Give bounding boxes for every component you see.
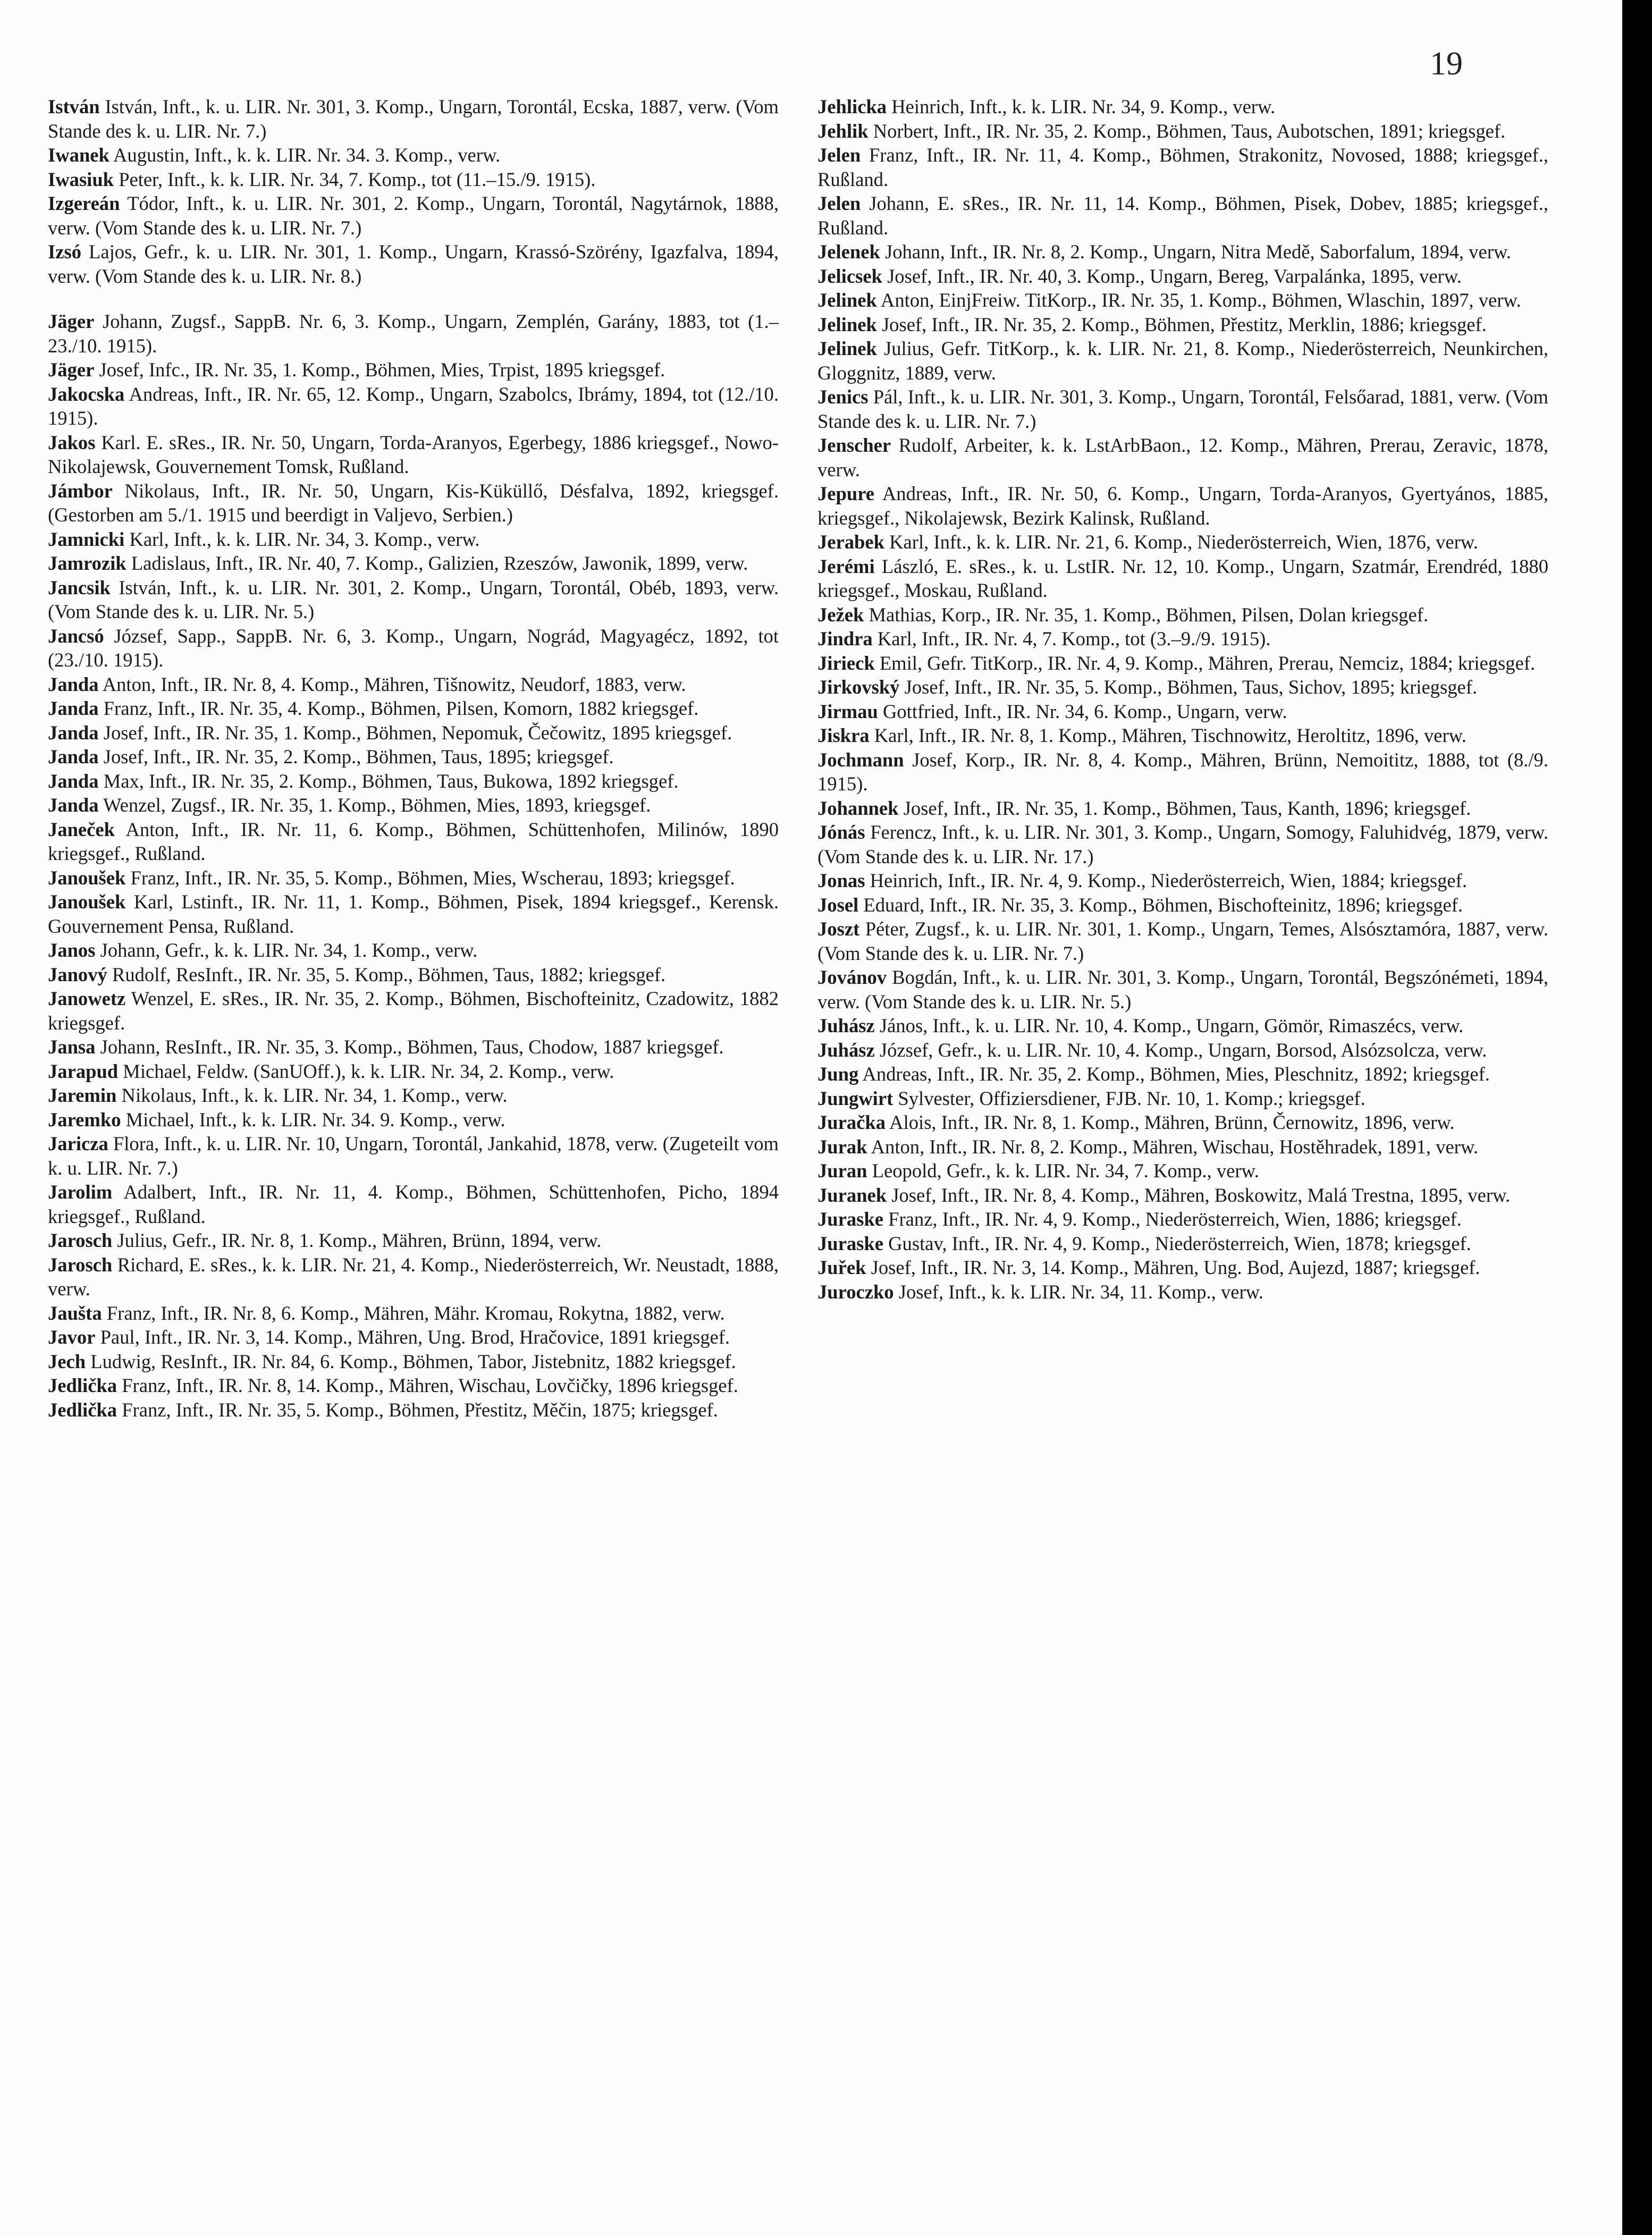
casualty-entry	[817, 1062, 1548, 1086]
entry-details: Josef, Inft., IR. Nr. 35, 1. Komp., Böhmen, Taus, Kanth, 1896; kriegsgef.	[903, 797, 1471, 819]
casualty-entry	[48, 431, 779, 479]
casualty-entry	[817, 1135, 1548, 1159]
casualty-entry	[817, 603, 1548, 627]
casualty-entry	[48, 551, 779, 576]
entry-surname: Janda	[48, 746, 99, 768]
entry-details: Sylvester, Offiziersdiener, FJB. Nr. 10, 1. Komp.; kriegsgef.	[898, 1087, 1366, 1109]
casualty-entry	[48, 1083, 779, 1108]
entry-surname: Jansa	[48, 1036, 96, 1058]
entry-details: István, Inft., k. u. LIR. Nr. 301, 2. Komp., Ungarn, Torontál, Obéb, 1893, verw. (Vom Stande des k. u. LIR. Nr. 5.)	[48, 576, 779, 622]
casualty-entry	[48, 1398, 779, 1422]
entry-surname: Jarosch	[48, 1253, 113, 1276]
entry-surname: Jelenek	[817, 241, 880, 263]
entry-details: Augustin, Inft., k. k. LIR. Nr. 34. 3. Komp., verw.	[113, 144, 501, 166]
entry-surname: Janoušek	[48, 866, 126, 889]
entry-details: Andreas, Inft., IR. Nr. 65, 12. Komp., Ungarn, Szabolcs, Ibrámy, 1894, tot (12./10. 1915).	[48, 383, 779, 429]
casualty-entry	[48, 769, 779, 794]
casualty-entry	[48, 240, 779, 288]
entry-details: János, Inft., k. u. LIR. Nr. 10, 4. Komp., Ungarn, Gömör, Rimaszécs, verw.	[879, 1015, 1464, 1036]
casualty-entry	[48, 1228, 779, 1253]
entry-details: Michael, Feldw. (SanUOff.), k. k. LIR. Nr. 34, 2. Komp., verw.	[123, 1060, 614, 1082]
casualty-entry	[817, 1232, 1548, 1256]
entry-surname: Jerabek	[817, 531, 884, 553]
entry-details: Julius, Gefr. TitKorp., k. k. LIR. Nr. 21, 8. Komp., Niederösterreich, Neunkirchen, Gloggnitz, 1889, verw.	[817, 338, 1548, 384]
entry-surname: Juhász	[817, 1015, 875, 1036]
entry-surname: Josel	[817, 893, 859, 916]
entry-details: Johann, ResInft., IR. Nr. 35, 3. Komp., Böhmen, Taus, Chodow, 1887 kriegsgef.	[100, 1036, 724, 1058]
casualty-entry	[48, 191, 779, 240]
casualty-entry	[817, 119, 1548, 144]
casualty-entry	[817, 1280, 1548, 1304]
entry-surname: Jäger	[48, 310, 95, 332]
casualty-entry	[48, 817, 779, 866]
casualty-entry	[48, 1325, 779, 1350]
entry-details: Josef, Inft., IR. Nr. 35, 1. Komp., Böhmen, Nepomuk, Čečowitz, 1895 kriegsgef.	[103, 721, 732, 744]
casualty-entry	[817, 336, 1548, 385]
entry-surname: Jirmau	[817, 700, 878, 722]
casualty-entry	[817, 385, 1548, 433]
casualty-entry	[48, 890, 779, 938]
entry-surname: Ježek	[817, 603, 864, 626]
entry-details: Gottfried, Inft., IR. Nr. 34, 6. Komp., Ungarn, verw.	[882, 700, 1287, 722]
entry-surname: Jancsik	[48, 576, 111, 598]
entry-details: Josef, Inft., k. k. LIR. Nr. 34, 11. Komp., verw.	[898, 1280, 1263, 1303]
entry-surname: Jelinek	[817, 338, 877, 359]
entry-details: József, Gefr., k. u. LIR. Nr. 10, 4. Komp., Ungarn, Borsod, Alsózsolcza, verw.	[879, 1039, 1487, 1061]
entry-surname: Janda	[48, 697, 99, 719]
entry-surname: Juřek	[817, 1256, 866, 1278]
entry-details: Wenzel, Zugsf., IR. Nr. 35, 1. Komp., Böhmen, Mies, 1893, kriegsgef.	[103, 794, 651, 816]
casualty-entry	[817, 699, 1548, 724]
entry-surname: Jelen	[817, 144, 861, 166]
entry-details: Max, Inft., IR. Nr. 35, 2. Komp., Böhmen, Taus, Bukowa, 1892 kriegsgef.	[103, 770, 679, 792]
casualty-entry	[48, 167, 779, 192]
entry-details: Gustav, Inft., IR. Nr. 4, 9. Komp., Niederösterreich, Wien, 1878; kriegsgef.	[888, 1232, 1471, 1254]
entry-surname: Jakos	[48, 431, 96, 453]
entry-details: Franz, Inft., IR. Nr. 11, 4. Komp., Böhmen, Strakonitz, Novosed, 1888; kriegsgef., Rußland.	[817, 144, 1548, 190]
entry-details: Franz, Inft., IR. Nr. 8, 6. Komp., Mähren, Mähr. Kromau, Rokytna, 1882, verw.	[106, 1302, 725, 1324]
entry-details: Anton, Inft., IR. Nr. 11, 6. Komp., Böhmen, Schüttenhofen, Milinów, 1890 kriegsgef., Rußland.	[48, 818, 779, 864]
casualty-entry	[817, 264, 1548, 289]
page-number: 19	[1430, 46, 1463, 82]
entry-surname: Juhász	[817, 1039, 875, 1061]
casualty-entry	[48, 866, 779, 890]
entry-surname: Jamnicki	[48, 528, 125, 550]
entry-details: Anton, Inft., IR. Nr. 8, 4. Komp., Mähren, Tišnowitz, Neudorf, 1883, verw.	[102, 673, 686, 695]
entry-details: Tódor, Inft., k. u. LIR. Nr. 301, 2. Komp., Ungarn, Torontál, Nagytárnok, 1888, verw. (Vom Stande des k. u. LIR. Nr. 7.)	[48, 192, 779, 239]
entry-surname: Jelinek	[817, 313, 877, 335]
casualty-entry	[48, 938, 779, 963]
entry-details: Wenzel, E. sRes., IR. Nr. 35, 2. Komp., Böhmen, Bischofteinitz, Czadowitz, 1882 kriegsgef.	[48, 988, 779, 1034]
entry-details: Flora, Inft., k. u. LIR. Nr. 10, Ungarn, Torontál, Jankahid, 1878, verw. (Zugeteilt vom k. u. LIR. Nr. 7.)	[48, 1133, 779, 1179]
entry-details: Heinrich, Inft., k. k. LIR. Nr. 34, 9. Komp., verw.	[891, 96, 1276, 117]
casualty-entry	[48, 1059, 779, 1084]
entry-surname: Jerémi	[817, 555, 875, 577]
entry-details: Karl, Lstinft., IR. Nr. 11, 1. Komp., Böhmen, Pisek, 1894 kriegsgef., Kerensk. Gouvernement Pensa, Rußland.	[48, 891, 779, 937]
casualty-entry	[817, 240, 1548, 264]
entry-surname: Jelinek	[817, 289, 877, 311]
entry-surname: Jech	[48, 1350, 86, 1372]
entry-surname: Janda	[48, 721, 99, 744]
entry-surname: Juranek	[817, 1184, 887, 1206]
entry-surname: Janowetz	[48, 988, 126, 1009]
entry-surname: Jaremin	[48, 1084, 117, 1106]
entry-details: Emil, Gefr. TitKorp., IR. Nr. 4, 9. Komp., Mähren, Prerau, Nemciz, 1884; kriegsgef.	[879, 652, 1536, 674]
casualty-entry	[48, 986, 779, 1035]
entry-details: Leopold, Gefr., k. k. LIR. Nr. 34, 7. Komp., verw.	[872, 1160, 1259, 1182]
casualty-entry	[817, 1207, 1548, 1232]
entry-surname: Jenics	[817, 386, 869, 408]
entry-details: Franz, Inft., IR. Nr. 35, 5. Komp., Böhmen, Přestitz, Měčin, 1875; kriegsgef.	[122, 1398, 718, 1421]
casualty-entry	[817, 796, 1548, 821]
entry-surname: Juraske	[817, 1232, 883, 1254]
casualty-entry	[817, 288, 1548, 313]
entry-details: Ladislaus, Inft., IR. Nr. 40, 7. Komp., Galizien, Rzeszów, Jawonik, 1899, verw.	[131, 552, 748, 574]
entry-surname: Joszt	[817, 918, 860, 940]
casualty-entry	[817, 1159, 1548, 1183]
entry-details: Franz, Inft., IR. Nr. 35, 4. Komp., Böhmen, Pilsen, Komorn, 1882 kriegsgef.	[103, 697, 699, 719]
entry-details: Andreas, Inft., IR. Nr. 50, 6. Komp., Ungarn, Torda-Aranyos, Gyertyános, 1885, kriegsgef., Nikolajewsk, Bezirk Kalinsk, Rußland.	[817, 483, 1548, 529]
entry-details: Peter, Inft., k. k. LIR. Nr. 34, 7. Komp., tot (11.–15./9. 1915).	[119, 168, 596, 190]
casualty-entry	[817, 651, 1548, 676]
entry-surname: Jindra	[817, 628, 873, 650]
entry-details: Alois, Inft., IR. Nr. 8, 1. Komp., Mähren, Brünn, Černowitz, 1896, verw.	[889, 1111, 1455, 1133]
entry-details: Johann, Zugsf., SappB. Nr. 6, 3. Komp., Ungarn, Zemplén, Garány, 1883, tot (1.–23./10. 1915).	[48, 310, 779, 357]
entry-surname: Jung	[817, 1063, 859, 1085]
entry-details: Josef, Korp., IR. Nr. 8, 4. Komp., Mähren, Brünn, Nemoititz, 1888, tot (8./9. 1915).	[817, 748, 1548, 795]
casualty-entry	[48, 1180, 779, 1228]
entry-surname: Jäger	[48, 359, 95, 381]
entry-surname: Jurak	[817, 1135, 867, 1158]
casualty-entry	[817, 530, 1548, 554]
entry-details: Lajos, Gefr., k. u. LIR. Nr. 301, 1. Komp., Ungarn, Krassó-Szörény, Igazfalva, 1894, verw. (Vom Stande des k. u. LIR. Nr. 8.)	[48, 241, 779, 287]
casualty-entry	[48, 1253, 779, 1301]
casualty-entry	[48, 963, 779, 987]
entry-details: Paul, Inft., IR. Nr. 3, 14. Komp., Mähren, Ung. Brod, Hračovice, 1891 kriegsgef.	[100, 1326, 730, 1348]
entry-surname: Juraske	[817, 1208, 883, 1230]
entry-details: Péter, Zugsf., k. u. LIR. Nr. 301, 1. Komp., Ungarn, Temes, Alsósztamóra, 1887, verw. (Vom Stande des k. u. LIR. Nr. 7.)	[817, 918, 1548, 964]
entry-details: Karl, Inft., IR. Nr. 4, 7. Komp., tot (3.–9./9. 1915).	[877, 628, 1271, 650]
casualty-entry	[48, 745, 779, 769]
entry-surname: Jónás	[817, 821, 865, 843]
entry-surname: Jakocska	[48, 383, 125, 405]
casualty-entry	[817, 482, 1548, 530]
casualty-entry	[48, 672, 779, 697]
entry-details: Karl, Inft., k. k. LIR. Nr. 34, 3. Komp., verw.	[129, 528, 480, 550]
entry-details: Karl, Inft., k. k. LIR. Nr. 21, 6. Komp., Niederösterreich, Wien, 1876, verw.	[889, 531, 1478, 553]
entry-surname: Jochmann	[817, 748, 904, 771]
entry-details: Adalbert, Inft., IR. Nr. 11, 4. Komp., Böhmen, Schüttenhofen, Picho, 1894 kriegsgef., Rußland.	[48, 1181, 779, 1227]
entry-surname: Izsó	[48, 241, 81, 263]
entry-details: Karl. E. sRes., IR. Nr. 50, Ungarn, Torda-Aranyos, Egerbegy, 1886 kriegsgef., Nowo-Nikolajewsk, Gouvernement Tomsk, Rußland.	[48, 431, 779, 477]
entry-surname: Janoušek	[48, 891, 126, 913]
right-column	[817, 95, 1548, 1304]
entry-details: Michael, Inft., k. k. LIR. Nr. 34. 9. Komp., verw.	[125, 1108, 505, 1131]
casualty-entry	[48, 1132, 779, 1180]
entry-details: Rudolf, ResInft., IR. Nr. 35, 5. Komp., Böhmen, Taus, 1882; kriegsgef.	[112, 963, 666, 985]
casualty-entry	[48, 1108, 779, 1132]
entry-surname: Jancsó	[48, 625, 104, 647]
entry-details: Anton, EinjFreiw. TitKorp., IR. Nr. 35, 1. Komp., Böhmen, Wlaschin, 1897, verw.	[880, 289, 1521, 311]
entry-surname: Jelen	[817, 192, 861, 214]
entry-surname: Juračka	[817, 1111, 886, 1133]
entry-surname: Juran	[817, 1160, 867, 1182]
entry-details: Franz, Inft., IR. Nr. 35, 5. Komp., Böhmen, Mies, Wscherau, 1893; kriegsgef.	[130, 866, 735, 889]
casualty-entry	[817, 191, 1548, 240]
entry-surname: Jarosch	[48, 1229, 113, 1251]
entry-details: Nikolaus, Inft., IR. Nr. 50, Ungarn, Kis-Küküllő, Désfalva, 1892, kriegsgef. (Gestorben am 5./1. 1915 und beerdigt in Valjevo, Serbien.)	[48, 479, 779, 526]
entry-surname: Johannek	[817, 797, 899, 819]
entry-details: Johann, Inft., IR. Nr. 8, 2. Komp., Ungarn, Nitra Medě, Saborfalum, 1894, verw.	[885, 241, 1512, 263]
entry-surname: Juroczko	[817, 1280, 894, 1303]
entry-details: Josef, Inft., IR. Nr. 35, 2. Komp., Böhmen, Taus, 1895; kriegsgef.	[103, 746, 614, 768]
entry-surname: Jámbor	[48, 479, 113, 502]
casualty-entry	[817, 433, 1548, 482]
casualty-entry	[48, 576, 779, 624]
entry-details: Richard, E. sRes., k. k. LIR. Nr. 21, 4. Komp., Niederösterreich, Wr. Neustadt, 1888, verw.	[48, 1253, 779, 1300]
casualty-entry	[817, 868, 1548, 893]
entry-surname: Jarapud	[48, 1060, 119, 1082]
casualty-entry	[48, 479, 779, 527]
entry-surname: Jaušta	[48, 1302, 102, 1324]
entry-details: Ludwig, ResInft., IR. Nr. 84, 6. Komp., Böhmen, Tabor, Jistebnitz, 1882 kriegsgef.	[90, 1350, 736, 1372]
casualty-entry	[48, 95, 779, 143]
casualty-entry	[817, 748, 1548, 796]
entry-details: Anton, Inft., IR. Nr. 8, 2. Komp., Mähren, Wischau, Hostěhradek, 1891, verw.	[871, 1135, 1479, 1158]
entry-surname: Jamrozik	[48, 552, 127, 574]
entry-details: Eduard, Inft., IR. Nr. 35, 3. Komp., Böhmen, Bischofteinitz, 1896; kriegsgef.	[863, 893, 1463, 916]
entry-surname: Jehlicka	[817, 96, 887, 117]
entry-details: Mathias, Korp., IR. Nr. 35, 1. Komp., Böhmen, Pilsen, Dolan kriegsgef.	[869, 603, 1429, 626]
entry-surname: Janda	[48, 673, 99, 695]
entry-details: Josef, Inft., IR. Nr. 35, 5. Komp., Böhmen, Taus, Sichov, 1895; kriegsgef.	[904, 676, 1478, 698]
entry-surname: Janeček	[48, 818, 115, 840]
entry-surname: István	[48, 96, 100, 117]
entry-details: Pál, Inft., k. u. LIR. Nr. 301, 3. Komp., Ungarn, Torontál, Felsőarad, 1881, verw. (Vom Stande des k. u. LIR. Nr. 7.)	[817, 386, 1548, 432]
entry-surname: Jiskra	[817, 724, 870, 746]
entry-surname: Jonas	[817, 870, 865, 891]
entry-surname: Iwanek	[48, 144, 109, 166]
entry-details: Heinrich, Inft., IR. Nr. 4, 9. Komp., Niederösterreich, Wien, 1884; kriegsgef.	[870, 870, 1467, 891]
casualty-entry	[48, 1301, 779, 1326]
entry-surname: Jovánov	[817, 966, 887, 988]
casualty-entry	[817, 820, 1548, 868]
casualty-entry	[48, 309, 779, 358]
entry-details: Karl, Inft., IR. Nr. 8, 1. Komp., Mähren, Tischnowitz, Heroltitz, 1896, verw.	[874, 724, 1466, 746]
casualty-entry	[817, 1086, 1548, 1111]
entry-surname: Jarolim	[48, 1181, 113, 1203]
entry-surname: Jedlička	[48, 1374, 117, 1396]
entry-details: Josef, Inft., IR. Nr. 40, 3. Komp., Ungarn, Bereg, Varpalánka, 1895, verw.	[887, 265, 1462, 287]
entry-details: István, Inft., k. u. LIR. Nr. 301, 3. Komp., Ungarn, Torontál, Ecska, 1887, verw. (Vom Stande des k. u. LIR. Nr. 7.)	[48, 96, 779, 142]
entry-surname: Jedlička	[48, 1398, 117, 1421]
casualty-entry	[817, 554, 1548, 603]
entry-surname: Janový	[48, 963, 107, 985]
entry-details: Josef, Inft., IR. Nr. 3, 14. Komp., Mähren, Ung. Bod, Aujezd, 1887; kriegsgef.	[871, 1256, 1480, 1278]
casualty-entry	[817, 965, 1548, 1014]
entry-surname: Iwasiuk	[48, 168, 114, 190]
entry-details: Josef, Inft., IR. Nr. 35, 2. Komp., Böhmen, Přestitz, Merklin, 1886; kriegsgef.	[881, 313, 1487, 335]
casualty-entry	[817, 1255, 1548, 1280]
casualty-entry	[817, 313, 1548, 337]
entry-details: Julius, Gefr., IR. Nr. 8, 1. Komp., Mähren, Brünn, 1894, verw.	[117, 1229, 602, 1251]
casualty-entry	[817, 95, 1548, 119]
entry-details: Franz, Inft., IR. Nr. 8, 14. Komp., Mähren, Wischau, Lovčičky, 1896 kriegsgef.	[122, 1374, 738, 1396]
entry-details: Franz, Inft., IR. Nr. 4, 9. Komp., Niederösterreich, Wien, 1886; kriegsgef.	[888, 1208, 1462, 1230]
casualty-entry	[817, 627, 1548, 651]
casualty-entry	[48, 1373, 779, 1398]
casualty-entry	[817, 1183, 1548, 1208]
entry-details: Norbert, Inft., IR. Nr. 35, 2. Komp., Böhmen, Taus, Aubotschen, 1891; kriegsgef.	[873, 120, 1506, 142]
entry-surname: Jaricza	[48, 1133, 108, 1154]
casualty-entry	[48, 358, 779, 382]
casualty-entry	[817, 917, 1548, 965]
entry-details: József, Sapp., SappB. Nr. 6, 3. Komp., Ungarn, Nográd, Magyagécz, 1892, tot (23./10. 1915).	[48, 625, 779, 671]
entry-surname: Jehlik	[817, 120, 869, 142]
entry-surname: Janda	[48, 794, 99, 816]
entry-surname: Janda	[48, 770, 99, 792]
entry-surname: Javor	[48, 1326, 96, 1348]
casualty-entry	[48, 1350, 779, 1374]
casualty-entry	[48, 527, 779, 552]
entry-details: Rudolf, Arbeiter, k. k. LstArbBaon., 12. Komp., Mähren, Prerau, Zeravic, 1878, verw.	[817, 434, 1548, 480]
entry-surname: Jelicsek	[817, 265, 882, 287]
casualty-entry	[817, 675, 1548, 699]
left-column	[48, 95, 779, 1422]
casualty-entry	[48, 696, 779, 721]
entry-details: Josef, Inft., IR. Nr. 8, 4. Komp., Mähren, Boskowitz, Malá Trestna, 1895, verw.	[891, 1184, 1511, 1206]
entry-surname: Jaremko	[48, 1108, 121, 1131]
entry-surname: Jenscher	[817, 434, 891, 456]
entry-surname: Janos	[48, 939, 96, 961]
entry-details: Josef, Infc., IR. Nr. 35, 1. Komp., Böhmen, Mies, Trpist, 1895 kriegsgef.	[99, 359, 665, 381]
entry-details: Andreas, Inft., IR. Nr. 35, 2. Komp., Böhmen, Mies, Pleschnitz, 1892; kriegsgef.	[862, 1063, 1490, 1085]
entry-surname: Jepure	[817, 483, 875, 504]
casualty-entry	[817, 143, 1548, 191]
casualty-entry	[817, 723, 1548, 748]
casualty-entry	[48, 143, 779, 167]
entry-surname: Izgereán	[48, 192, 120, 214]
entry-details: Johann, E. sRes., IR. Nr. 11, 14. Komp., Böhmen, Pisek, Dobev, 1885; kriegsgef., Rußland.	[817, 192, 1548, 239]
casualty-entry	[817, 1014, 1548, 1038]
casualty-entry	[817, 1038, 1548, 1062]
entry-details: László, E. sRes., k. u. LstIR. Nr. 12, 10. Komp., Ungarn, Szatmár, Erendréd, 1880 kriegsgef., Moskau, Rußland.	[817, 555, 1548, 601]
casualty-entry	[817, 1110, 1548, 1135]
casualty-entry	[48, 793, 779, 817]
entry-details: Ferencz, Inft., k. u. LIR. Nr. 301, 3. Komp., Ungarn, Somogy, Faluhidvég, 1879, verw. (Vom Stande des k. u. LIR. Nr. 17.)	[817, 821, 1548, 867]
entry-details: Bogdán, Inft., k. u. LIR. Nr. 301, 3. Komp., Ungarn, Torontál, Begszónémeti, 1894, verw. (Vom Stande des k. u. LIR. Nr. 5.)	[817, 966, 1548, 1013]
casualty-entry	[48, 1035, 779, 1059]
entry-surname: Jirkovský	[817, 676, 900, 698]
entry-details: Nikolaus, Inft., k. k. LIR. Nr. 34, 1. Komp., verw.	[121, 1084, 508, 1106]
entry-surname: Jirieck	[817, 652, 875, 674]
casualty-entry	[48, 624, 779, 672]
entry-surname: Jungwirt	[817, 1087, 894, 1109]
casualty-entry	[48, 721, 779, 745]
casualty-entry	[817, 893, 1548, 917]
casualty-entry	[48, 382, 779, 431]
entry-details: Johann, Gefr., k. k. LIR. Nr. 34, 1. Komp., verw.	[100, 939, 478, 961]
